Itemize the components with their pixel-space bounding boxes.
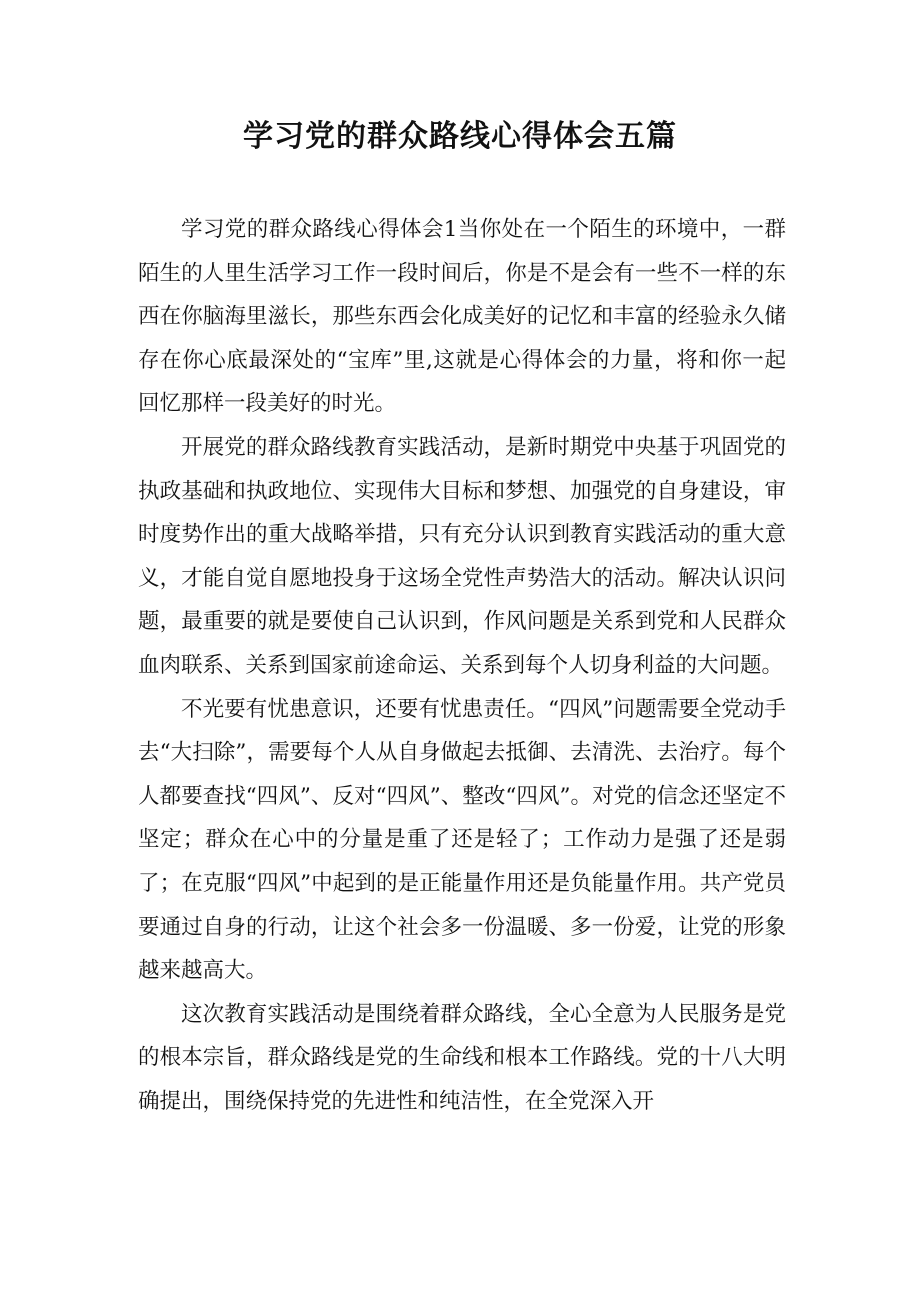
paragraph-4: 这次教育实践活动是围绕着群众路线，全心全意为人民服务是党的根本宗旨，群众路线是党的生命线和根本工作路线。党的十八大明确提出，围绕保持党的先进性和纯洁性，在全党深入开 (138, 1001, 786, 1114)
document-body (138, 208, 786, 1123)
paragraph-1: 学习党的群众路线心得体会1当你处在一个陌生的环境中，一群陌生的人里生活学习工作一段时间后，你是不是会有一些不一样的东西在你脑海里滋长，那些东西会化成美好的记忆和丰富的经验永久储存在你心底最深处的“宝库”里,这就是心得体会的力量，将和你一起回忆那样一段美好的时光。 (138, 217, 786, 417)
paragraph-2: 开展党的群众路线教育实践活动，是新时期党中央基于巩固党的执政基础和执政地位、实现伟大目标和梦想、加强党的自身建设，审时度势作出的重大战略举措，只有充分认识到教育实践活动的重大意义，才能自觉自愿地投身于这场全党性声势浩大的活动。解决认识问题，最重要的就是要使自己认识到，作风问题是关系到党和人民群众血肉联系、关系到国家前途命运、关系到每个人切身利益的大问题。 (138, 434, 786, 678)
document-title: 学习党的群众路线心得体会五篇 (243, 119, 677, 154)
paragraph-3: 不光要有忧患意识，还要有忧患责任。“四风”问题需要全党动手去“大扫除”，需要每个人从自身做起去抵御、去清洗、去治疗。每个人都要查找“四风”、反对“四风”、整改“四风”。对党的信念还坚定不坚定；群众在心中的分量是重了还是轻了；工作动力是强了还是弱了；在克服“四风”中起到的是正能量作用还是负能量作用。共产党员要通过自身的行动，让这个社会多一份温暖、多一份爱，让党的形象越来越高大。 (138, 696, 786, 984)
